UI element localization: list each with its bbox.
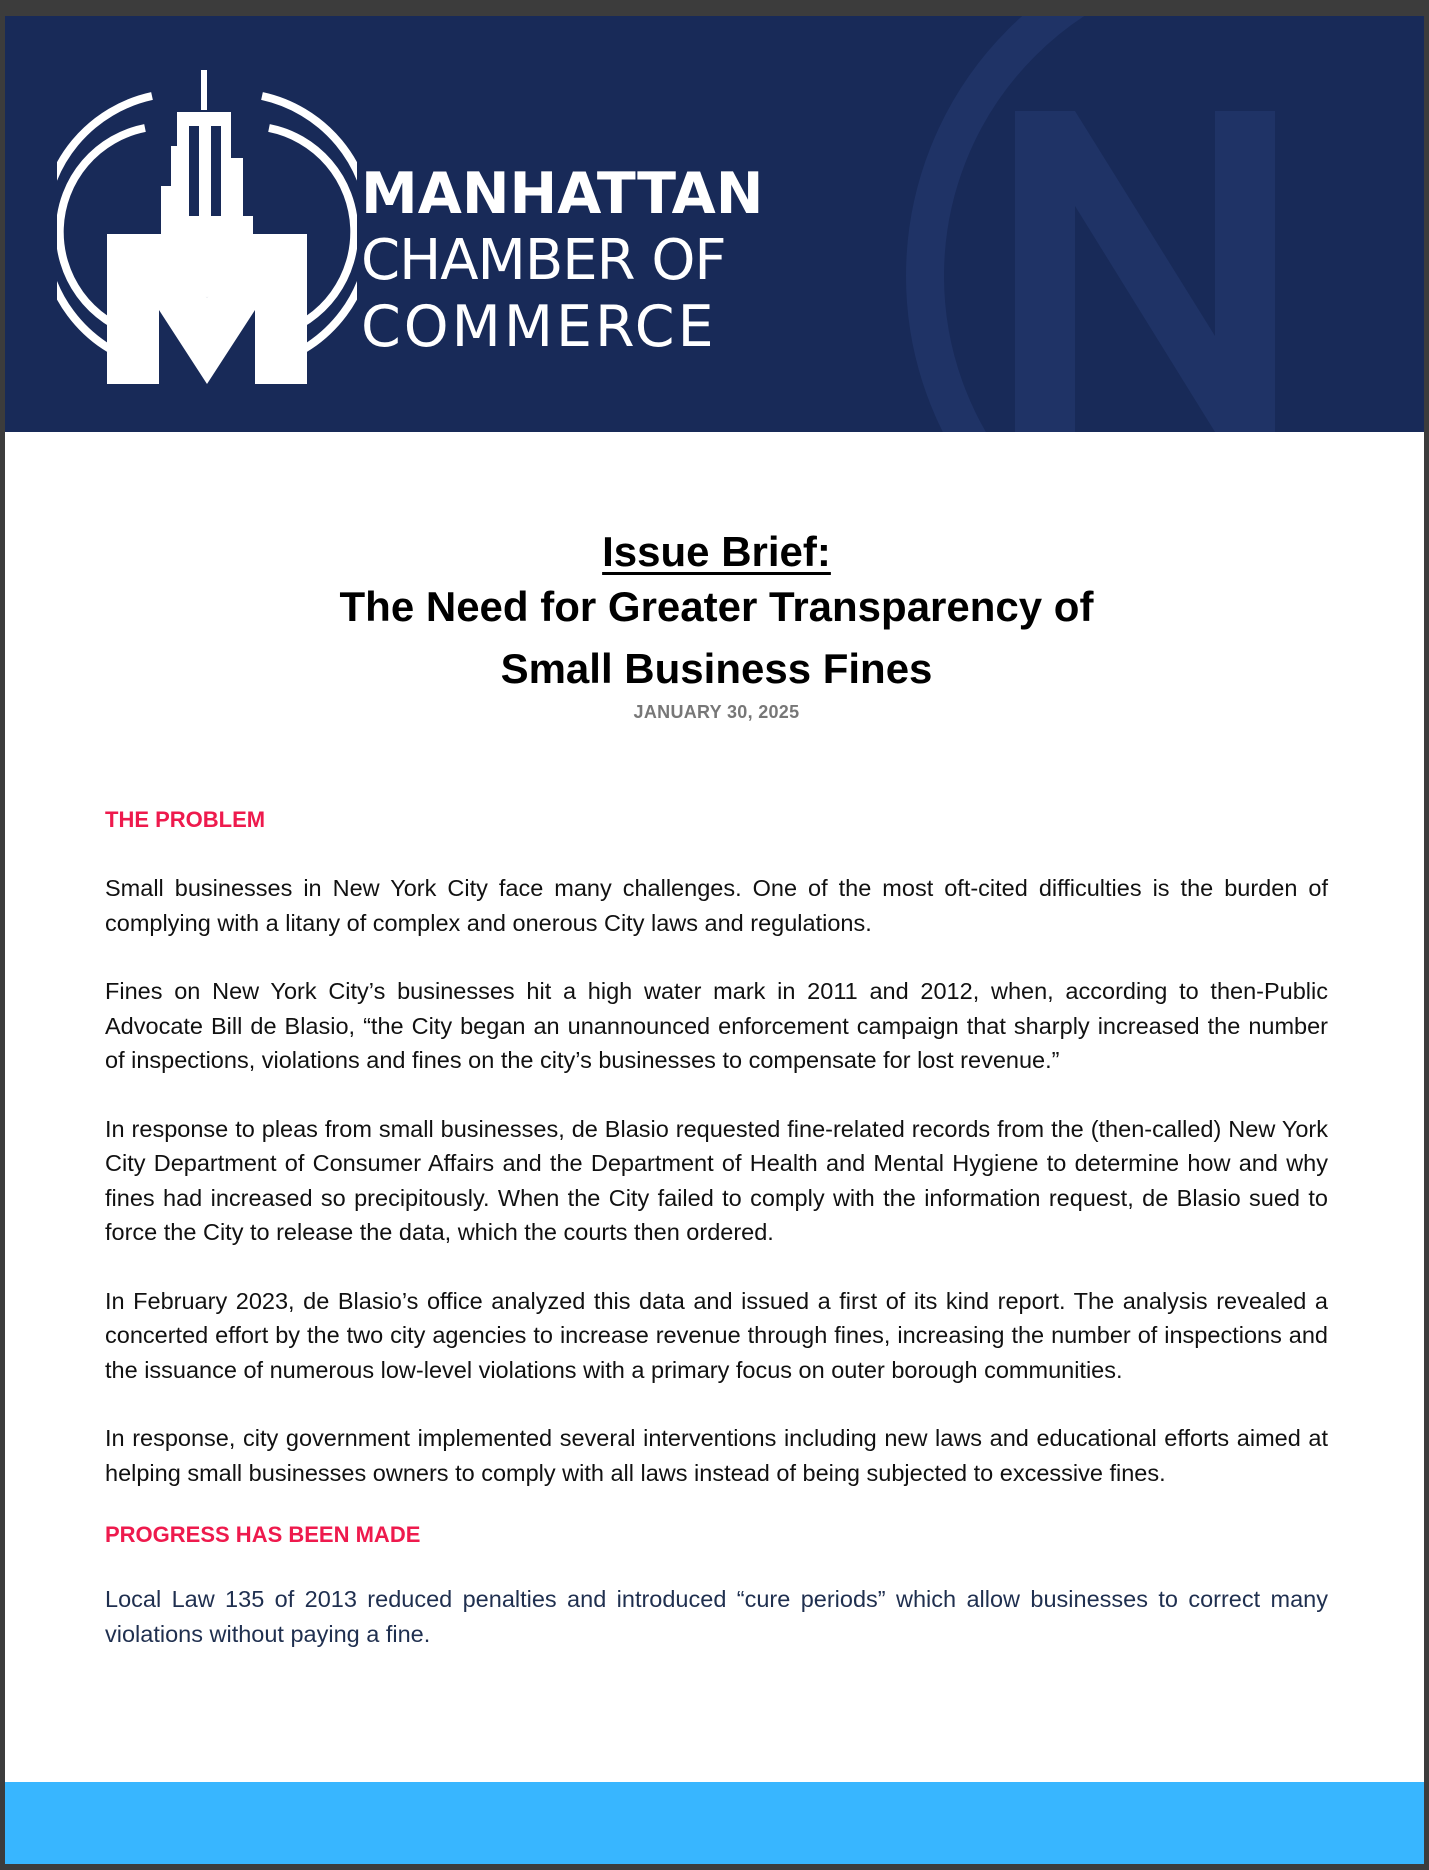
footer-bar: [5, 1782, 1424, 1864]
org-name-line-1: MANHATTAN: [361, 161, 764, 227]
problem-paragraph-1: Small businesses in New York City face many challenges. One of the most oft-cited difficulties is the burden of complying with a litany of complex and onerous City laws and regulations.: [105, 875, 1328, 936]
section-heading-the-problem: THE PROBLEM: [105, 807, 266, 832]
issue-brief-label: Issue Brief:: [602, 528, 831, 575]
problem-paragraph-3: In response to pleas from small businesses, de Blasio requested fine-related records from the (then-called) New York City Department of Consumer Affairs and the Department of Health and Mental Hygiene to determine how and why fines had increased so precipitously. When the City failed to comply with the information request, de Blasio sued to force the City to release the data, which the courts then ordered.: [105, 1115, 1328, 1245]
document-page: [5, 16, 1424, 1864]
document-content: [105, 432, 1328, 1651]
problem-paragraph-4: In February 2023, de Blasio’s office analyzed this data and issued a first of its kind report. The analysis revealed a concerted effort by the two city agencies to increase revenue through fines, increasing the number of inspections and the issuance of numerous low-level violations with a primary focus on outer borough communities.: [105, 1287, 1328, 1383]
title-block: [105, 432, 1328, 723]
manhattan-m-skyline-logo-icon: [57, 66, 357, 396]
problem-paragraph-2: Fines on New York City’s businesses hit a high water mark in 2011 and 2012, when, according to then-Public Advocate Bill de Blasio, “the City began an unannounced enforcement campaign that sharply increased the number of inspections, violations and fines on the city’s businesses to compensate for lost revenue.”: [105, 978, 1328, 1073]
document-date: JANUARY 30, 2025: [633, 702, 800, 722]
section-heading-progress: PROGRESS HAS BEEN MADE: [105, 1522, 421, 1547]
org-name-line-2: CHAMBER OF: [361, 228, 726, 293]
progress-paragraph-1: Local Law 135 of 2013 reduced penalties and introduced “cure periods” which allow businesses to correct many violations without paying a fine.: [105, 1586, 1328, 1647]
organization-name: [361, 161, 764, 360]
org-name-line-3: COMMERCE: [361, 294, 717, 360]
header-banner: [5, 16, 1424, 432]
document-title-line-1: The Need for Greater Transparency of: [339, 583, 1094, 630]
document-title-line-2: Small Business Fines: [500, 645, 933, 692]
problem-paragraph-5: In response, city government implemented several interventions including new laws and educational efforts aimed at helping small businesses owners to comply with all laws instead of being subjected to excessive fines.: [105, 1425, 1328, 1486]
